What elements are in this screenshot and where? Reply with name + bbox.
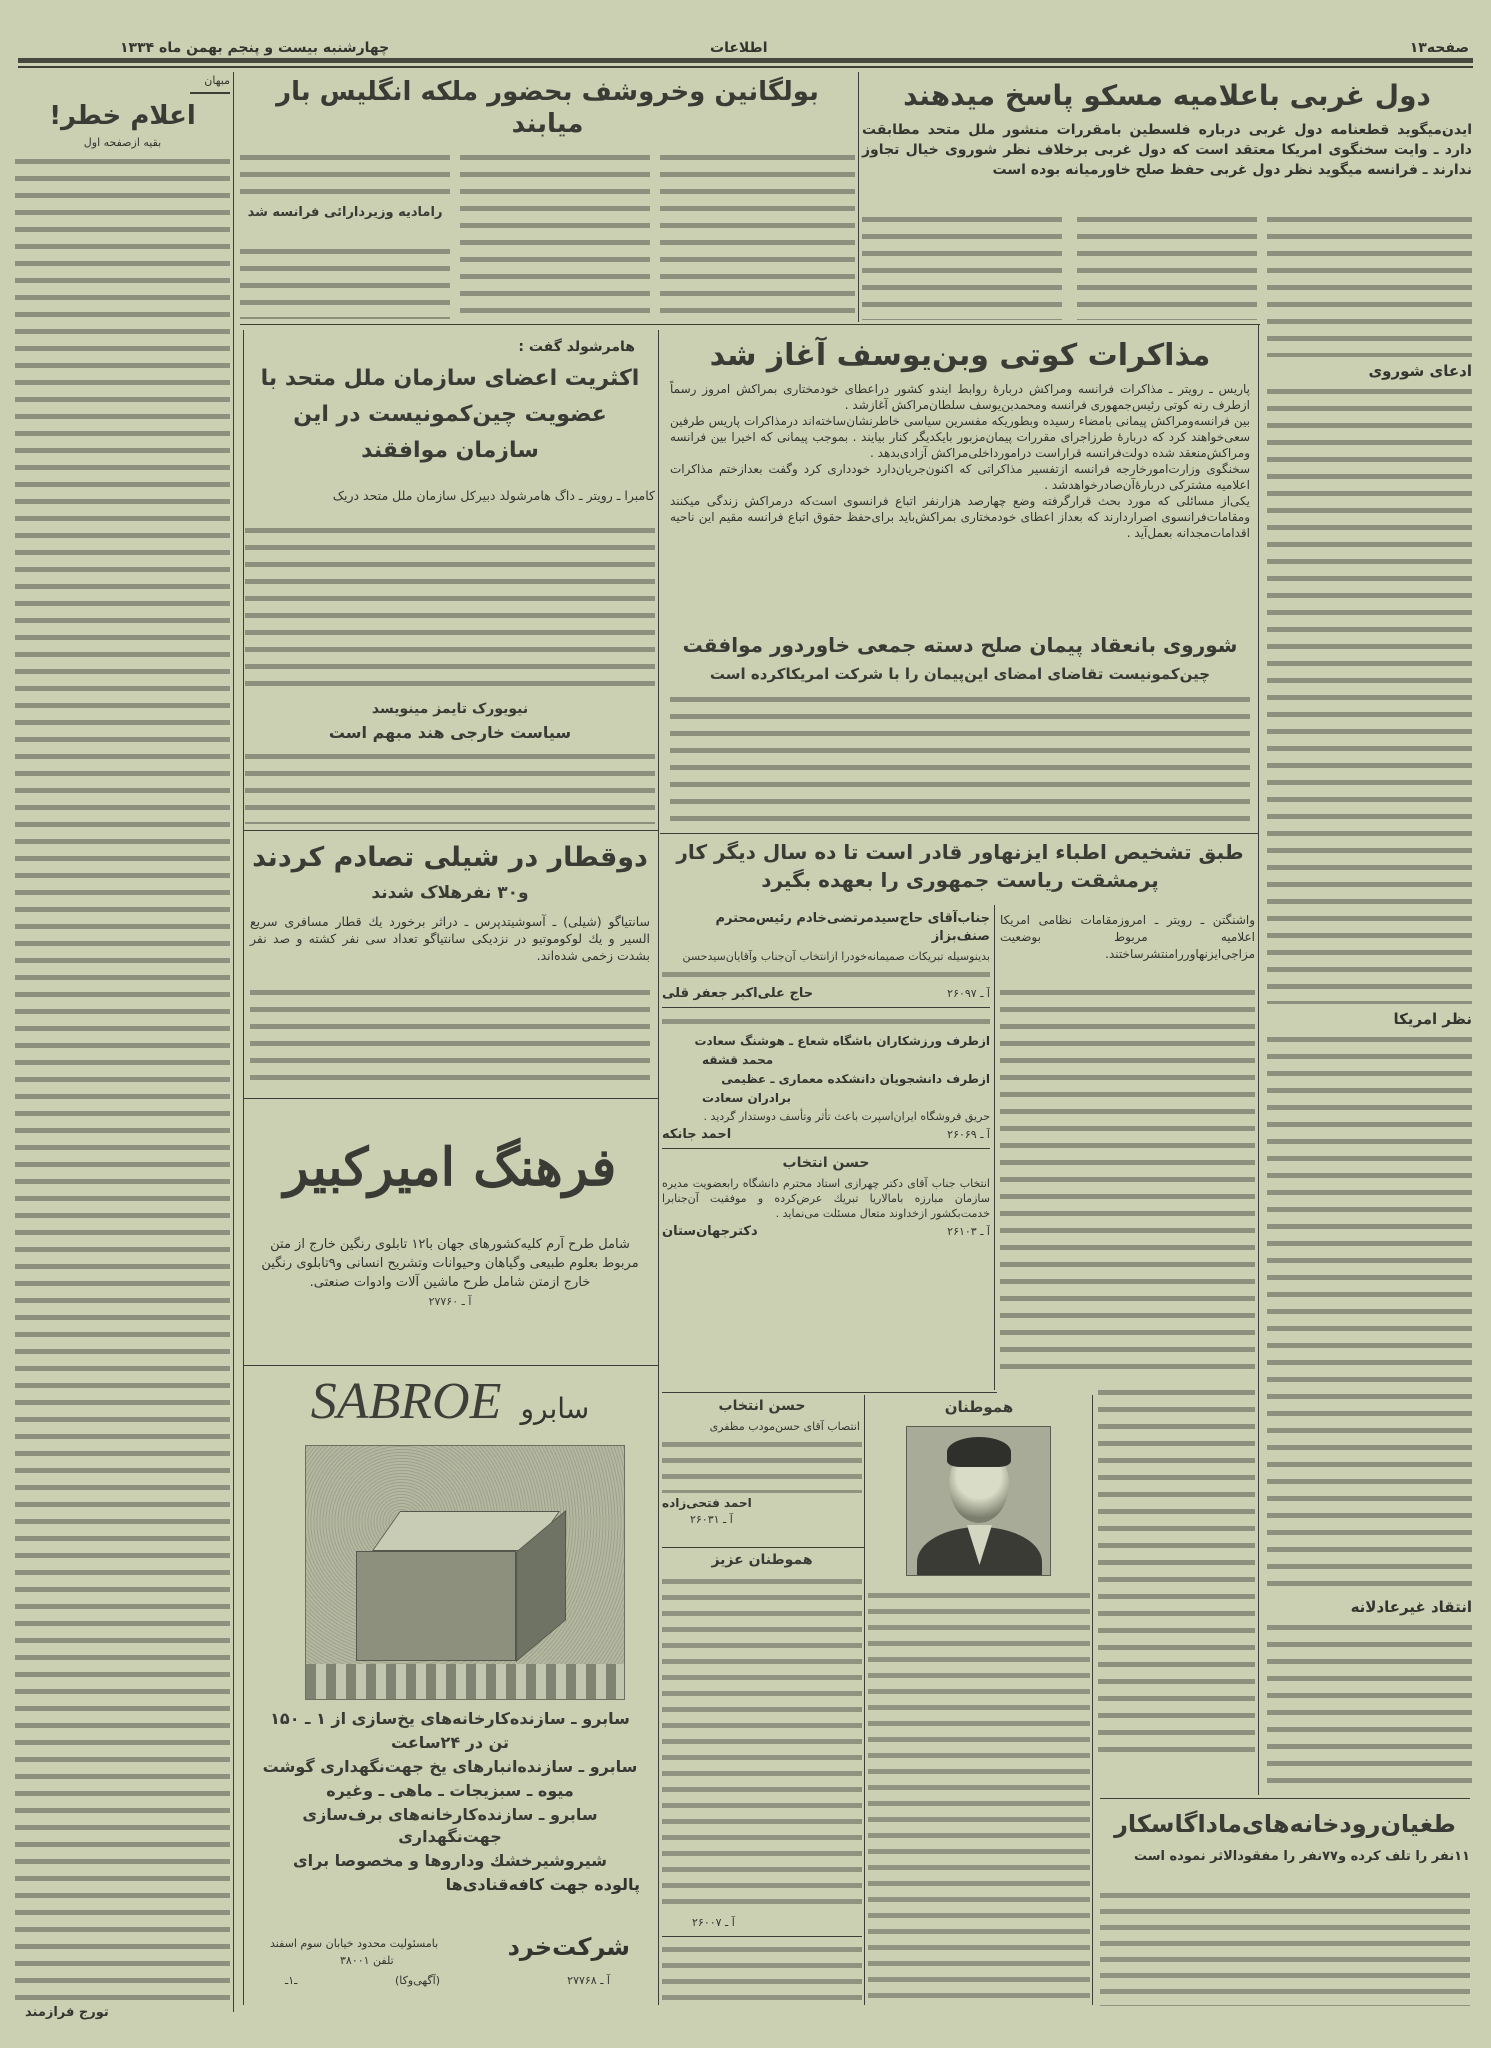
ad-code: آ ـ ۲۶۰۹۷ <box>947 987 990 1000</box>
ad-signer: محمد قشقه <box>702 1053 774 1067</box>
ad-fire <box>662 1014 990 1142</box>
article-body <box>240 150 450 200</box>
box-border <box>243 330 244 2005</box>
headline: اعلام خطر! <box>49 101 196 131</box>
box-border <box>243 1365 658 1366</box>
box-border <box>243 1098 658 1099</box>
paragraph: بین فرانسه‌ومراکش پیمانی بامضاء رسیده وبطوریکه مفسرین سیاسی خاطرنشان‌ساخته‌اند درمذاکرات پاریس طرفین سعی‌خواهند کرد که دربارهٔ طرزاجرای مقررات پیمان‌مزبور بایکدیگر کنار بیایند . بموجب پیمانی که اخیرا بین فرانسه ومراکش‌منعقد شده دولت‌فرانسه قراراست درامورداخلی‌مراکش آزادی‌بدهد . <box>670 414 1250 460</box>
section-divider <box>660 833 1258 834</box>
headline: اکثریت اعضای سازمان ملل متحد با عضویت چین‌کمونیست در این سازمان موافقند <box>260 366 640 463</box>
ad-choice-2 <box>662 1398 862 1543</box>
article-body <box>1100 1888 1470 2006</box>
ad-body <box>662 967 990 983</box>
box-border <box>662 1007 990 1008</box>
subhead: ۱۱نفر را تلف کرده و۷۷نفر را مفقودالاثر نموده است <box>1133 1849 1470 1864</box>
article-bulganin <box>240 72 855 322</box>
article-madagascar <box>1100 1802 1470 2007</box>
ad-signer: احمد فتحی‌زاده <box>662 1495 752 1510</box>
headline: طبق تشخیص اطباء ایزنهاور قادر است تا ده سال دیگر کار پرمشقت ریاست جمهوری را بعهده بگیرد <box>676 840 1244 892</box>
ad-body <box>662 1437 862 1493</box>
farhang-logo: فرهنگ امیرکبیر <box>283 1137 617 1198</box>
cube-front <box>356 1551 516 1661</box>
article-body <box>670 381 1250 541</box>
ad-dear-compatriots <box>662 1552 862 2005</box>
ad-line: سابرو ـ سازنده‌کارخانه‌های یخ‌سازی از ۱ ـ ۱۵۰ <box>270 1709 630 1728</box>
ad-from: ازطرف دانشجویان دانشکده معماری ـ عظیمی <box>721 1072 990 1086</box>
ad-line: پالوده جهت کافه‌قنادی‌ها <box>445 1875 640 1894</box>
article-body <box>1267 1032 1472 1592</box>
article-body <box>460 150 650 320</box>
box-border <box>243 830 658 831</box>
ad-line: میوه ـ سبزیجات ـ ماهی ـ وغیره <box>326 1781 574 1800</box>
subhead: ادعای شوروی <box>1368 362 1472 380</box>
article-body <box>1267 384 1472 1004</box>
article-alarm <box>15 70 230 2030</box>
subhead: رامادیه وزیردارائی فرانسه شد <box>247 205 443 220</box>
ad-line: تن در ۲۴ساعت <box>390 1733 510 1752</box>
article-soviet <box>665 632 1255 830</box>
company-phone: تلفن ۳۸۰۰۱ <box>340 1954 394 1967</box>
page-mark: ـ۱ـ <box>285 1974 298 1987</box>
section-divider <box>240 324 1260 325</box>
ad-footer <box>662 1224 990 1239</box>
ad-body <box>662 1574 862 1912</box>
article-body <box>1267 1620 1472 1785</box>
ad-footer <box>662 1127 990 1142</box>
headline: شوروی بانعقاد پیمان صلح دسته جمعی خاوردور موافقت <box>682 633 1238 657</box>
ad-code: آ ـ ۲۷۷۶۰ <box>428 1295 472 1308</box>
company-name: شرکت‌خرد <box>507 1933 630 1961</box>
box-border <box>662 1392 997 1393</box>
ad-signer: برادران سعادت <box>702 1091 791 1105</box>
column-divider <box>233 72 234 2012</box>
subhead: ایدن‌میگوید قطعنامه دول غربی درباره فلسطین بامقررات منشور ملل متحد مطابقت دارد ـ وایت سخنگوی امریکا معتقد است که دول غربی برخلاف نظر شوروی خیال تجاوز ندارند ـ فرانسه میگوید نظر دول غربی حفظ صلح خاورمیانه بوده است <box>862 122 1472 178</box>
ad-body <box>662 1014 990 1030</box>
article-body <box>862 212 1062 320</box>
article-body <box>1098 1385 1255 1755</box>
article-body <box>1000 985 1255 1375</box>
portrait-photo <box>906 1426 1051 1576</box>
ad-from: ازطرف ورزشکاران باشگاه شعاع ـ هوشنگ سعادت <box>694 1034 990 1048</box>
kicker: مبهان <box>204 74 230 87</box>
ad-body <box>662 1942 862 2002</box>
paragraph: سخنگوی وزارت‌امورخارجه فرانسه ازتفسیر مذاکراتی که اکنون‌جریان‌دارد خودداری کرد وگفت بعدازختم مذاکرات اعلامیه مشترکی دربارهٔ‌آن‌صادرخواهدشد . <box>670 462 1250 492</box>
ad-line: سابرو ـ سازنده‌کارخانه‌های برف‌سازی جهت‌نگهداری <box>302 1805 598 1846</box>
ad-title: هموطنان عزیز <box>711 1552 813 1568</box>
ad-text <box>260 1235 640 1309</box>
column-divider <box>864 1395 865 2005</box>
ad-line: شیروشیرخشك وداروها و مخصوصا برای <box>292 1851 608 1870</box>
ad-signer: دکترجهان‌ستان <box>662 1223 758 1239</box>
section-divider <box>1100 1798 1470 1799</box>
ad-code: آ ـ ۲۶۱۰۳ <box>947 1224 990 1238</box>
masthead-rule <box>18 58 1473 63</box>
column-divider <box>1258 325 1259 1795</box>
ad-title: جناب‌آقای حاج‌سیدمرتضی‌خادم رئیس‌محترم صنف‌بزاز <box>715 911 990 944</box>
article-body: سانتیاگو (شیلی) ـ آسوشیتدپرس ـ دراثر برخورد یك قطار مسافری سریع السیر و یك لوکوموتیو در نزدیکی سانتیاگو تعداد سی نفر کشته و صد نفر بشدت زخمی شده‌اند. <box>250 914 650 963</box>
ad-line: سابرو ـ سازنده‌انبارهای یخ جهت‌نگهداری گوشت <box>262 1757 638 1776</box>
portrait-hair <box>947 1437 1011 1467</box>
brand-latin: SABROE <box>310 1373 502 1430</box>
eisenhower-lead: واشنگتن ـ رویتر ـ امروزمقامات نظامی امریکا اعلامیه مربوط بوضعیت مزاجی‌ایزنهاوررامنتشرساختند. <box>1000 913 1255 961</box>
floor <box>306 1664 624 1699</box>
subhead: چین‌کمونیست تقاضای امضای این‌پیمان را با شرکت امریکاکرده است <box>709 665 1211 683</box>
ad-title: حسن انتخاب <box>782 1155 870 1171</box>
ad-body <box>868 1588 1090 1998</box>
ad-congrats <box>662 910 990 1001</box>
column-divider <box>1092 1395 1093 2005</box>
article-body <box>1267 212 1472 357</box>
ad-body: حریق فروشگاه ایران‌اسپرت باعث تأثر وتأسف دوستدار گردید . <box>703 1110 990 1123</box>
headline: دوقطار در شیلی تصادم کردند <box>252 842 648 873</box>
brand-fa: سابرو <box>520 1392 590 1425</box>
ad-lead: بدینوسیله تبریکات صمیمانه‌خودرا ازانتخاب آن‌جناب وآقایان‌سیدحسن <box>682 950 990 963</box>
article-body <box>240 244 450 319</box>
page-number: صفحه۱۳ <box>1409 40 1469 56</box>
subhead: انتقاد غیرعادلانه <box>1350 1598 1472 1616</box>
box-border <box>662 1936 862 1937</box>
sub-headline: سیاست خارجی هند مبهم است <box>328 723 572 742</box>
author: تورج فرازمند <box>25 2005 109 2020</box>
ad-code: آ ـ ۲۶۰۰۷ <box>692 1916 735 1929</box>
headline: دول غربی باعلامیه مسکو پاسخ میدهند <box>903 79 1431 112</box>
kicker: هامرشولد گفت : <box>518 339 635 355</box>
lead: کامبرا ـ رویتر ـ داگ هامرشولد دبیرکل سازمان ملل متحد دریک <box>332 488 655 503</box>
ad-sabroe <box>250 1370 650 2005</box>
article-morocco <box>665 335 1255 625</box>
ad-footer <box>662 986 990 1001</box>
article-body <box>670 692 1250 828</box>
ad-title: حسن انتخاب <box>718 1398 806 1414</box>
ad-signer: احمد جانکه <box>662 1127 732 1142</box>
ad-body: انتخاب جناب آقای دکتر چهرازی استاد محترم دانشگاه رابعضویت مدیره سازمان مبارزه بامالاریا تبریك عرض‌کرده و موفقیت آن‌جنابرا خدمت‌بکشور ازخداوند متعال مسئلت می‌نماید . <box>662 1176 990 1220</box>
subhead: و۳۰ نفرهلاک شدند <box>371 883 529 903</box>
ad-lines <box>250 1708 650 1896</box>
masthead <box>0 30 1491 70</box>
box-border <box>662 1148 990 1149</box>
article-trains <box>250 835 650 1095</box>
column-divider <box>858 72 859 322</box>
paragraph: پاریس ـ رویتر ـ مذاکرات فرانسه ومراکش دربارهٔ روابط ایندو کشور دراعطای خودمختاری بمراکش امروز رسماً ازطرف رنه کوتی رئیس‌جمهوری فرانسه ومحمدبن‌یوسف سلطان‌مراکش آغازشد . <box>670 382 1250 412</box>
article-body <box>245 749 655 824</box>
agency: (آگهی‌وکا) <box>395 1974 441 1987</box>
headline: بولگانین وخروشف بحضور ملکه انگلیس بار میابند <box>276 77 819 139</box>
sabroe-logo <box>270 1372 630 1432</box>
continued-note: بقیه ازصفحه اول <box>83 136 162 149</box>
paper-name: اطلاعات <box>710 40 768 56</box>
divider <box>190 92 230 94</box>
article-body <box>245 523 655 695</box>
headline: طغیان‌رودخانه‌های‌ماداگاسکار <box>1114 1810 1456 1838</box>
sub-kicker: نیویورک تایمز مینویسد <box>371 701 529 717</box>
product-image <box>305 1445 625 1700</box>
company-address: بامسئولیت محدود خیابان سوم اسفند <box>270 1937 439 1950</box>
subhead: نظر امریکا <box>1393 1010 1472 1028</box>
article-body <box>15 154 230 2004</box>
article-un <box>245 335 655 825</box>
ad-choice <box>662 1155 990 1239</box>
article-body <box>1077 212 1257 320</box>
issue-date: چهارشنبه بیست و پنجم بهمن ماه ۱۳۳۴ <box>120 40 390 56</box>
article-body <box>250 985 650 1090</box>
ad-code: آ ـ ۲۶۰۶۹ <box>947 1128 990 1141</box>
box-border <box>658 330 659 2005</box>
ad-signer: حاج علی‌اکبر جعفر قلی <box>662 986 814 1001</box>
ad-code: آ ـ ۲۷۷۶۸ <box>567 1974 610 1987</box>
headline: مذاکرات کوتی وبن‌یوسف آغاز شد <box>709 338 1211 373</box>
ad-body: شامل طرح آرم کلیه‌کشورهای جهان با۱۲ تابلوی رنگین خارج از متن مربوط بعلوم طبیعی وگیاهان وحیوانات وتشریح انسانی و۹تابلوی رنگین خارج ازمتن شامل طرح ماشین آلات وادوات صنعتی. <box>261 1237 639 1290</box>
ad-code: آ ـ ۲۶۰۳۱ <box>690 1512 733 1526</box>
masthead-rule-thin <box>18 66 1473 68</box>
article-eisenhower <box>665 838 1255 906</box>
column-divider <box>994 905 995 1390</box>
ads-column <box>662 910 990 1388</box>
ad-compatriots <box>868 1398 1090 2003</box>
ad-title: هموطنان <box>944 1398 1014 1416</box>
paragraph: یکی‌از مسائلی که مورد بحث قرارگرفته وضع چهارصد هزارنفر اتباع فرانسوی است‌که درمراکش زندگی میکنند ومقامات‌فرانسوی اصراردارند که بعداز اعطای خودمختاری بمراکش‌باید برای‌حفظ حقوق اتباع فرانسه مقیم این ناحیه اقدامات‌مجدانه بعمل‌آید . <box>670 494 1250 540</box>
box-border <box>662 1547 864 1548</box>
ad-lead: انتصاب آقای حسن‌مودب مظفری <box>709 1419 860 1433</box>
ad-farhang <box>250 1105 650 1360</box>
article-body <box>660 150 855 320</box>
